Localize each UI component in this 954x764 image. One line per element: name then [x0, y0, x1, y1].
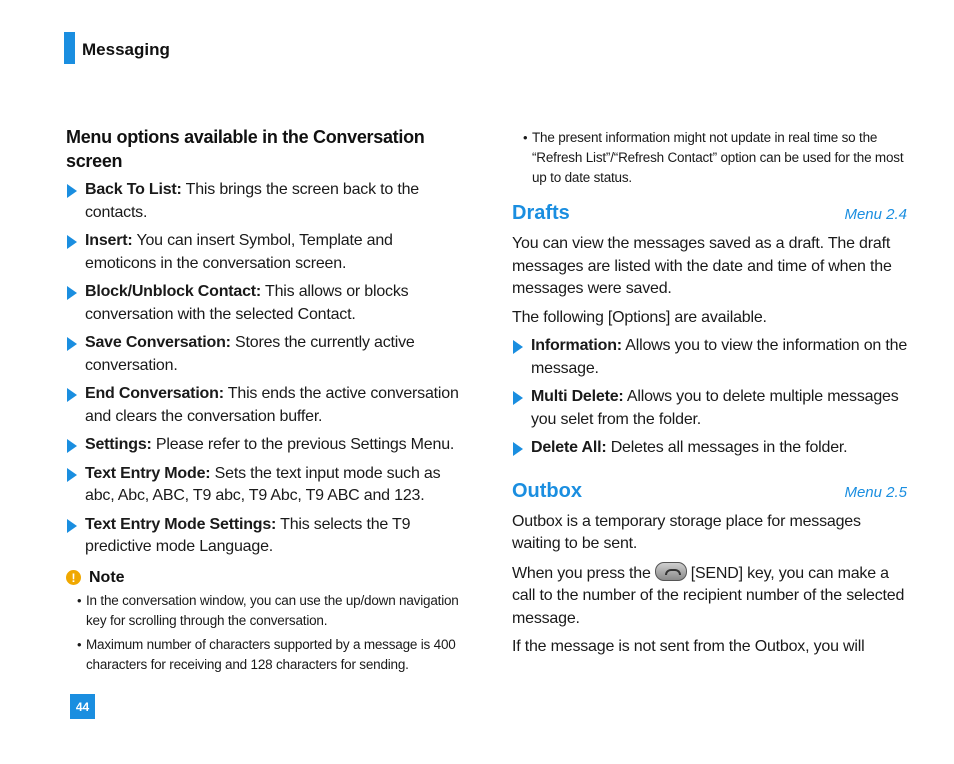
triangle-bullet-icon: [67, 468, 77, 482]
drafts-options-intro: The following [Options] are available.: [512, 308, 767, 326]
list-item: Back To List: This brings the screen back to the contacts.: [66, 179, 466, 224]
bullet-dot-icon: •: [523, 130, 528, 145]
list-item: Text Entry Mode: Sets the text input mode such as abc, Abc, ABC, T9 abc, T9 Abc, T9 ABC and 123.: [66, 463, 466, 508]
list-item: Information: Allows you to view the information on the message.: [512, 335, 907, 380]
status-note: • The present information might not update in real time so the “Refresh List”/“Refresh Contact” option can be used for the most up to date status.: [523, 130, 904, 185]
list-item: Delete All: Deletes all messages in the folder.: [512, 437, 907, 460]
bullet-dot-icon: •: [77, 636, 82, 652]
left-column: [66, 125, 466, 679]
outbox-title: Outbox: [512, 479, 582, 502]
list-item: Block/Unblock Contact: This allows or blocks conversation with the selected Contact.: [66, 281, 466, 326]
drafts-description: You can view the messages saved as a draft. The draft messages are listed with the date and time of when the messages were saved.: [512, 235, 892, 297]
list-item: End Conversation: This ends the active conversation and clears the conversation buffer.: [66, 383, 466, 428]
triangle-bullet-icon: [67, 235, 77, 249]
note-heading: [66, 569, 466, 587]
outbox-unsent-info: If the message is not sent from the Outbox, you will: [512, 638, 865, 655]
exclamation-icon: !: [66, 570, 81, 585]
note-item: • Maximum number of characters supported by a message is 400 characters for receiving and 128 characters for sending.: [77, 636, 456, 672]
header-accent-bar: [64, 32, 75, 64]
drafts-menu-ref: Menu 2.4: [844, 206, 907, 223]
triangle-bullet-icon: [67, 519, 77, 533]
right-column: [512, 128, 907, 665]
triangle-bullet-icon: [67, 286, 77, 300]
section-header: Messaging: [82, 40, 170, 59]
triangle-bullet-icon: [67, 337, 77, 351]
list-item: Save Conversation: Stores the currently active conversation.: [66, 332, 466, 377]
triangle-bullet-icon: [67, 439, 77, 453]
page-number: 44: [70, 694, 95, 719]
note-label: Note: [89, 568, 125, 586]
outbox-description: Outbox is a temporary storage place for messages waiting to be sent.: [512, 512, 861, 552]
conversation-menu-title: Menu options available in the Conversation screen: [66, 127, 425, 171]
drafts-heading: [512, 202, 907, 225]
outbox-menu-ref: Menu 2.5: [844, 483, 907, 501]
outbox-heading: [512, 480, 907, 503]
drafts-title: Drafts: [512, 202, 570, 224]
list-item: Insert: You can insert Symbol, Template and emoticons in the conversation screen.: [66, 230, 466, 275]
triangle-bullet-icon: [513, 442, 523, 456]
list-item: Multi Delete: Allows you to delete multiple messages you selet from the folder.: [512, 386, 907, 431]
triangle-bullet-icon: [513, 340, 523, 354]
triangle-bullet-icon: [67, 184, 77, 198]
list-item: Text Entry Mode Settings: This selects the T9 predictive mode Language.: [66, 514, 466, 559]
triangle-bullet-icon: [67, 388, 77, 402]
list-item: Settings: Please refer to the previous Settings Menu.: [66, 434, 466, 457]
note-item: • In the conversation window, you can use the up/down navigation key for scrolling through the conversation.: [77, 592, 459, 628]
triangle-bullet-icon: [513, 391, 523, 405]
bullet-dot-icon: •: [77, 592, 82, 608]
send-key-icon: [655, 562, 687, 581]
outbox-send-info: When you press the [SEND] key, you can make a call to the number of the recipient number of the selected message.: [512, 562, 907, 631]
